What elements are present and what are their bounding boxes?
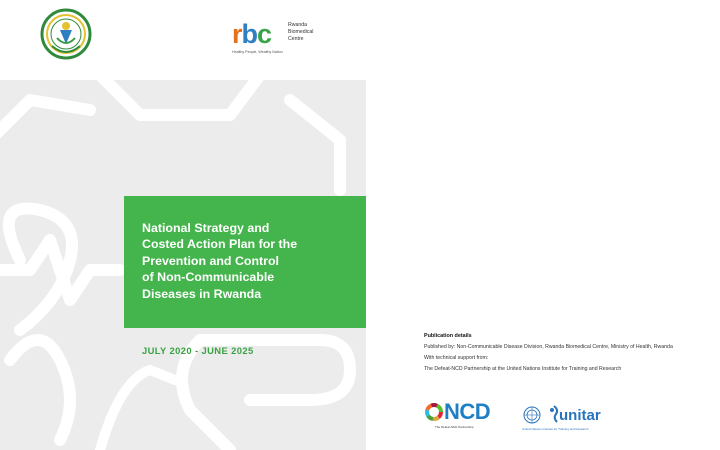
ncd-logo-text: NCD (444, 399, 491, 424)
title-panel (124, 196, 366, 328)
support-org-text: The Defeat-NCD Partnership at the United Nations Institute for Training and Research (424, 366, 622, 372)
un-emblem-icon (522, 405, 542, 425)
unitar-logo-text: unitar (559, 407, 601, 424)
rbc-tagline: Healthy People, Wealthy Nation (232, 50, 283, 54)
ncd-logo-subtitle: The Defeat-NCD Partnership (435, 425, 474, 429)
publication-details (424, 333, 690, 377)
partner-logos (424, 401, 624, 441)
sdg-wheel-icon (424, 402, 444, 422)
rbc-logo-name: Rwanda Biomedical Centre (288, 22, 314, 42)
strategy-period: JULY 2020 - JUNE 2025 (142, 345, 254, 356)
support-label: With technical support from: (424, 355, 489, 361)
rbc-logo (232, 20, 332, 60)
document-title: National Strategy and Costed Action Plan for the Prevention and Control of Non-Communicable Diseases in Rwanda (142, 221, 298, 301)
rbc-logo-letters: rbc (232, 19, 272, 49)
unitar-logo-subtitle: United Nations Institute for Training and Research (522, 427, 589, 431)
rwanda-seal-icon (40, 8, 92, 60)
cover-header (0, 0, 366, 80)
publication-details-heading: Publication details (424, 333, 472, 339)
published-by-text: Published by: Non-Communicable Disease Division, Rwanda Biomedical Centre, Ministry of Health, Rwanda (424, 344, 673, 350)
